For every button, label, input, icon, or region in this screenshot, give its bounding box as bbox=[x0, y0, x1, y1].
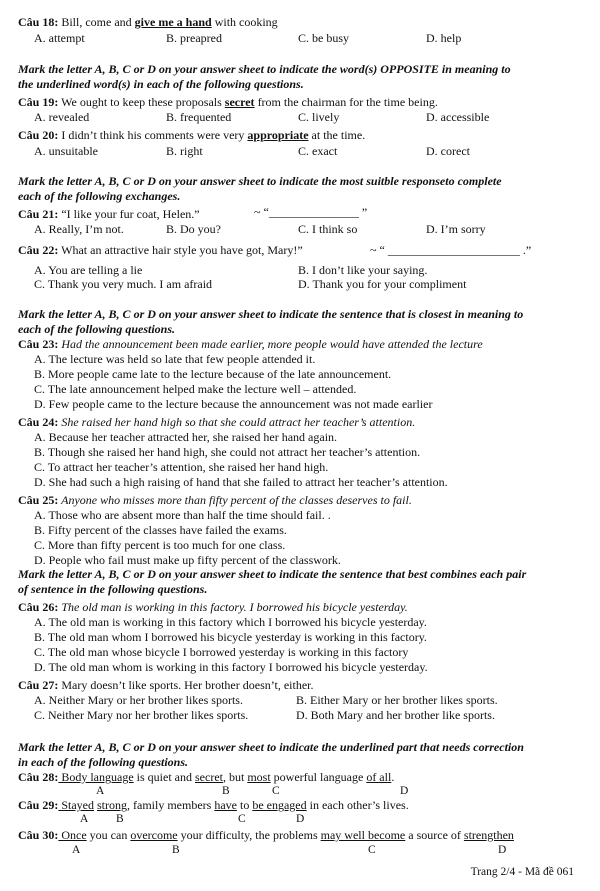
section-instruction: each of the following questions. bbox=[18, 322, 176, 336]
underlined-part-c: most bbox=[247, 770, 271, 784]
section-instruction: in each of the following questions. bbox=[18, 755, 189, 769]
option-a: A. You are telling a lie bbox=[34, 263, 143, 277]
question-29 bbox=[18, 798, 409, 812]
question-19 bbox=[18, 95, 438, 109]
question-text: Mary doesn’t like sports. Her brother doesn’t, either. bbox=[58, 678, 314, 692]
label-c: C bbox=[272, 785, 280, 797]
underlined-part-d: of all bbox=[366, 770, 392, 784]
question-24 bbox=[18, 415, 415, 429]
question-text: We ought to keep these proposals bbox=[58, 95, 225, 109]
question-text: I didn’t think his comments were very bbox=[58, 128, 248, 142]
option-c: C. Neither Mary nor her brother likes sports. bbox=[34, 708, 249, 722]
question-text: The old man is working in this factory. I borrowed his bicycle yesterday. bbox=[58, 600, 408, 614]
option-a: A. Because her teacher attracted her, she raised her hand again. bbox=[34, 430, 338, 444]
option-b: B. Do you? bbox=[166, 222, 221, 236]
question-text: Had the announcement been made earlier, more people would have attended the lecture bbox=[58, 337, 483, 351]
question-number: Câu 19: bbox=[18, 95, 59, 109]
option-c: C. be busy bbox=[298, 31, 349, 45]
label-d: D bbox=[400, 785, 409, 797]
question-text: , family members bbox=[127, 798, 215, 812]
option-d: D. I’m sorry bbox=[426, 222, 486, 236]
underlined-part-d: strengthen bbox=[463, 828, 514, 842]
option-b: B. Fifty percent of the classes have failed the exams. bbox=[34, 523, 287, 537]
underlined-part-a: Stayed bbox=[58, 798, 95, 812]
option-b: B. More people came late to the lecture because of the late announcement. bbox=[34, 367, 392, 381]
underlined-word: secret bbox=[224, 95, 255, 109]
option-b: B. right bbox=[166, 144, 203, 158]
option-d: D. accessible bbox=[426, 110, 490, 124]
question-number: Câu 18: bbox=[18, 15, 59, 29]
question-18 bbox=[18, 15, 278, 29]
section-instruction: Mark the letter A, B, C or D on your answer sheet to indicate the sentence that is closest in meaning to bbox=[18, 307, 524, 321]
question-number: Câu 26: bbox=[18, 600, 59, 614]
option-d: D. The old man whom is working in this factory I borrowed his bicycle yesterday. bbox=[34, 660, 428, 674]
option-a: A. revealed bbox=[34, 110, 90, 124]
option-c: C. I think so bbox=[298, 222, 358, 236]
question-number: Câu 29: bbox=[18, 798, 59, 812]
question-28 bbox=[18, 770, 394, 784]
option-b: B. Either Mary or her brother likes sports. bbox=[296, 693, 498, 707]
question-number: Câu 22: bbox=[18, 243, 59, 257]
question-text: at the time. bbox=[308, 128, 366, 142]
option-b: B. frequented bbox=[166, 110, 232, 124]
option-d: D. corect bbox=[426, 144, 470, 158]
label-b: B bbox=[222, 785, 230, 797]
label-d: D bbox=[498, 844, 507, 856]
option-a: A. The old man is working in this factory which I borrowed his bicycle yesterday. bbox=[34, 615, 427, 629]
option-a: A. unsuitable bbox=[34, 144, 98, 158]
question-text: in each other’s lives. bbox=[306, 798, 409, 812]
option-b: B. preapred bbox=[166, 31, 222, 45]
underlined-word: give me a hand bbox=[134, 15, 212, 29]
answer-blank: ~ “ ______________________ .” bbox=[370, 243, 532, 257]
underlined-word: appropriate bbox=[247, 128, 309, 142]
label-c: C bbox=[368, 844, 376, 856]
underlined-part-c: have bbox=[214, 798, 237, 812]
question-number: Câu 21: bbox=[18, 207, 59, 221]
question-text: “I like your fur coat, Helen.” bbox=[58, 207, 200, 221]
question-30 bbox=[18, 828, 514, 842]
question-26 bbox=[18, 600, 408, 614]
question-text: . bbox=[391, 770, 395, 784]
question-22 bbox=[18, 243, 303, 257]
label-d: D bbox=[296, 813, 305, 825]
section-instruction: Mark the letter A, B, C or D on your answer sheet to indicate the sentence that best combines each pair bbox=[18, 567, 527, 581]
option-a: A. The lecture was held so late that few people attended it. bbox=[34, 352, 316, 366]
option-a: A. Really, I’m not. bbox=[34, 222, 124, 236]
label-a: A bbox=[80, 813, 89, 825]
question-23 bbox=[18, 337, 483, 351]
question-27 bbox=[18, 678, 314, 692]
question-number: Câu 27: bbox=[18, 678, 59, 692]
label-a: A bbox=[96, 785, 105, 797]
question-number: Câu 25: bbox=[18, 493, 59, 507]
question-text: powerful language bbox=[270, 770, 367, 784]
option-d: D. She had such a high raising of hand that she failed to attract her teacher’s attention. bbox=[34, 475, 448, 489]
option-c: C. To attract her teacher’s attention, she raised her hand high. bbox=[34, 460, 329, 474]
question-25 bbox=[18, 493, 412, 507]
question-number: Câu 28: bbox=[18, 770, 59, 784]
option-d: D. help bbox=[426, 31, 462, 45]
question-text: , but bbox=[222, 770, 248, 784]
underlined-part-b: overcome bbox=[130, 828, 178, 842]
label-b: B bbox=[172, 844, 180, 856]
question-21 bbox=[18, 207, 200, 221]
section-instruction: Mark the letter A, B, C or D on your answer sheet to indicate the underlined part that needs correction bbox=[18, 740, 524, 754]
option-d: D. Both Mary and her brother like sports. bbox=[296, 708, 495, 722]
question-text: with cooking bbox=[211, 15, 278, 29]
question-text: Anyone who misses more than fifty percent of the classes deserves to fail. bbox=[58, 493, 412, 507]
option-c: C. The late announcement helped make the lecture well – attended. bbox=[34, 382, 357, 396]
question-text: is quiet and bbox=[133, 770, 195, 784]
label-a: A bbox=[72, 844, 81, 856]
question-number: Câu 30: bbox=[18, 828, 59, 842]
question-text: Bill, come and bbox=[58, 15, 135, 29]
option-a: A. Those who are absent more than half the time should fail. . bbox=[34, 508, 331, 522]
option-b: B. The old man whom I borrowed his bicycle yesterday is working in this factory. bbox=[34, 630, 427, 644]
question-text: She raised her hand high so that she could attract her teacher’s attention. bbox=[58, 415, 416, 429]
option-d: D. Few people came to the lecture because the announcement was not made earlier bbox=[34, 397, 433, 411]
section-instruction: Mark the letter A, B, C or D on your answer sheet to indicate the word(s) OPPOSITE in meaning to bbox=[18, 62, 511, 76]
label-c: C bbox=[238, 813, 246, 825]
question-text: you can bbox=[86, 828, 131, 842]
option-a: A. Neither Mary or her brother likes sports. bbox=[34, 693, 243, 707]
section-instruction: each of the following exchanges. bbox=[18, 189, 181, 203]
option-c: C. More than fifty percent is too much for one class. bbox=[34, 538, 286, 552]
option-d: D. Thank you for your compliment bbox=[298, 277, 467, 291]
underlined-part-b: secret bbox=[195, 770, 223, 784]
underlined-part-d: be engaged bbox=[252, 798, 307, 812]
underlined-part-c: may well become bbox=[320, 828, 406, 842]
page-footer: Trang 2/4 - Mã đề 061 bbox=[470, 866, 574, 878]
option-c: C. lively bbox=[298, 110, 340, 124]
question-text: What an attractive hair style you have got, Mary!” bbox=[58, 243, 303, 257]
question-text: from the chairman for the time being. bbox=[254, 95, 438, 109]
question-text: a source of bbox=[405, 828, 464, 842]
option-b: B. Though she raised her hand high, she could not attract her teacher’s attention. bbox=[34, 445, 421, 459]
question-text: your difficulty, the problems bbox=[177, 828, 321, 842]
label-b: B bbox=[116, 813, 124, 825]
underlined-part-a: Once bbox=[58, 828, 87, 842]
underlined-part-a: Body language bbox=[58, 770, 134, 784]
option-c: C. Thank you very much. I am afraid bbox=[34, 277, 213, 291]
option-c: C. The old man whose bicycle I borrowed yesterday is working in this factory bbox=[34, 645, 409, 659]
option-b: B. I don’t like your saying. bbox=[298, 263, 428, 277]
section-instruction: the underlined word(s) in each of the following questions. bbox=[18, 77, 304, 91]
option-c: C. exact bbox=[298, 144, 338, 158]
question-text: to bbox=[236, 798, 253, 812]
question-number: Câu 20: bbox=[18, 128, 59, 142]
option-a: A. attempt bbox=[34, 31, 85, 45]
option-d: D. People who fail must make up fifty percent of the classwork. bbox=[34, 553, 341, 567]
question-20 bbox=[18, 128, 365, 142]
question-number: Câu 24: bbox=[18, 415, 59, 429]
section-instruction: of sentence in the following questions. bbox=[18, 582, 208, 596]
question-number: Câu 23: bbox=[18, 337, 59, 351]
answer-blank: ~ “_______________ ” bbox=[254, 205, 368, 219]
section-instruction: Mark the letter A, B, C or D on your answer sheet to indicate the most suitble responseto complete bbox=[18, 174, 502, 188]
underlined-part-b: strong bbox=[97, 798, 128, 812]
